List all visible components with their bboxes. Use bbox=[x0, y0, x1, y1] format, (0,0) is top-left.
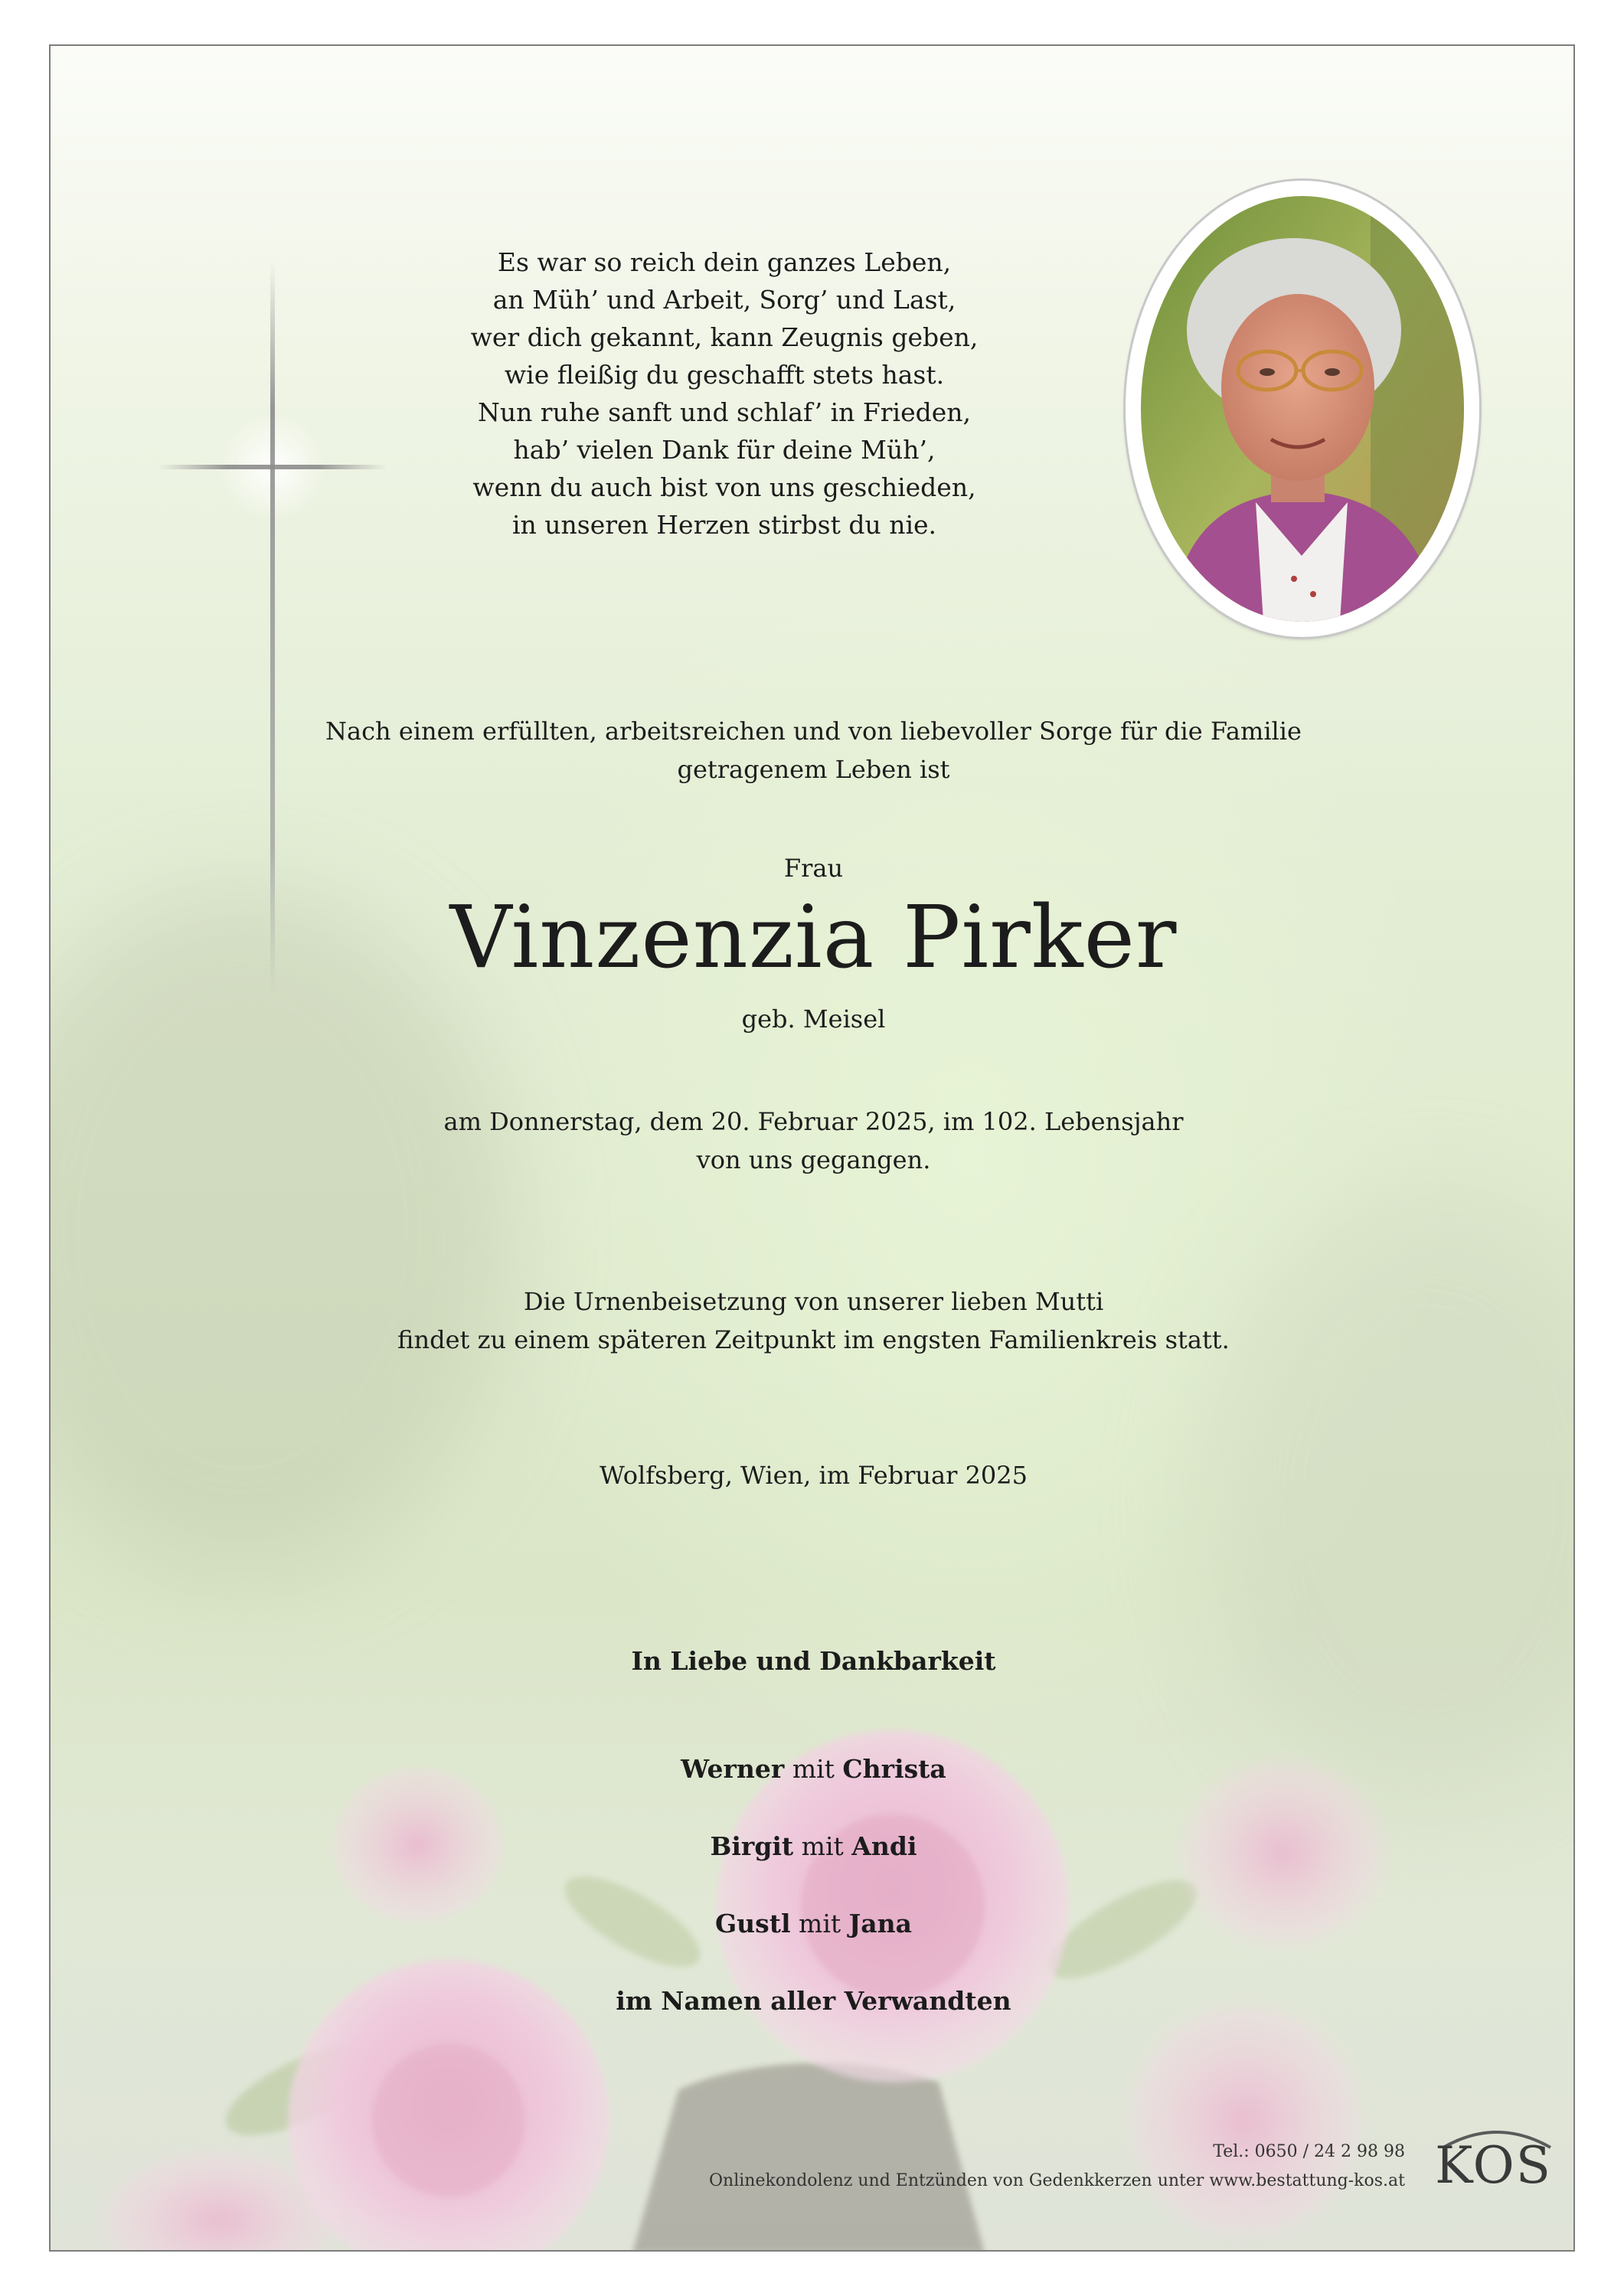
wood-stump bbox=[632, 2063, 985, 2252]
family-joiner: mit bbox=[799, 1909, 841, 1938]
family-name: Birgit bbox=[710, 1831, 794, 1861]
death-line: am Donnerstag, dem 20. Februar 2025, im 102. Lebensjahr bbox=[443, 1107, 1184, 1136]
death-notice bbox=[51, 1102, 1575, 1179]
portrait-photo bbox=[1141, 196, 1464, 622]
family-name: im Namen aller Verwandten bbox=[616, 1986, 1011, 2016]
poem-line: Es war so reich dein ganzes Leben, bbox=[497, 247, 952, 277]
family-name: Werner bbox=[681, 1754, 785, 1784]
thanks-heading: In Liebe und Dankbarkeit bbox=[631, 1646, 996, 1676]
intro-line: getragenem Leben ist bbox=[677, 755, 950, 784]
family-name: Christa bbox=[842, 1754, 946, 1784]
poem-line: in unseren Herzen stirbst du nie. bbox=[511, 510, 937, 540]
birth-name: geb. Meisel bbox=[741, 1004, 886, 1034]
family-row bbox=[51, 1730, 1575, 1808]
footer-phone: Tel.: 0650 / 24 2 98 98 bbox=[1213, 2142, 1405, 2161]
family-row bbox=[51, 1808, 1575, 1885]
family-row bbox=[51, 1962, 1575, 2040]
family-list bbox=[51, 1730, 1575, 2040]
intro-line: Nach einem erfüllten, arbeitsreichen und von liebevoller Sorge für die Familie bbox=[325, 717, 1302, 746]
family-name: Jana bbox=[848, 1909, 913, 1938]
family-row bbox=[51, 1885, 1575, 1962]
place-date: Wolfsberg, Wien, im Februar 2025 bbox=[600, 1461, 1028, 1490]
rose bbox=[1130, 2006, 1360, 2236]
family-name: Gustl bbox=[714, 1909, 791, 1938]
family-joiner: mit bbox=[792, 1754, 835, 1784]
poem-line: wie fleißig du geschafft stets hast. bbox=[504, 360, 945, 390]
parte-card bbox=[49, 44, 1575, 2252]
poem-line: an Müh’ und Arbeit, Sorg’ und Last, bbox=[492, 285, 956, 315]
poem bbox=[418, 243, 1031, 544]
burial-notice bbox=[51, 1282, 1575, 1359]
poem-line: Nun ruhe sanft und schlaf’ in Frieden, bbox=[477, 397, 972, 427]
family-joiner: mit bbox=[801, 1831, 844, 1861]
intro-text bbox=[51, 712, 1575, 789]
cross-icon bbox=[158, 260, 387, 995]
burial-line: Die Urnenbeisetzung von unserer lieben Mutti bbox=[523, 1287, 1104, 1316]
portrait-frame bbox=[1126, 181, 1479, 637]
family-name: Andi bbox=[851, 1831, 917, 1861]
burial-line: findet zu einem späteren Zeitpunkt im engsten Familienkreis statt. bbox=[397, 1325, 1230, 1354]
kos-logo: KOS bbox=[1435, 2136, 1552, 2195]
poem-line: wenn du auch bist von uns geschieden, bbox=[472, 472, 976, 502]
honorific: Frau bbox=[783, 854, 844, 883]
poem-line: hab’ vielen Dank für deine Müh’, bbox=[513, 435, 936, 465]
footer-website[interactable]: Onlinekondolenz und Entzünden von Gedenkkerzen unter www.bestattung-kos.at bbox=[709, 2171, 1405, 2190]
deceased-name: Vinzenzia Pirker bbox=[449, 888, 1178, 988]
rose-center bbox=[372, 2044, 525, 2197]
poem-line: wer dich gekannt, kann Zeugnis geben, bbox=[470, 322, 979, 352]
death-line: von uns gegangen. bbox=[696, 1145, 931, 1174]
